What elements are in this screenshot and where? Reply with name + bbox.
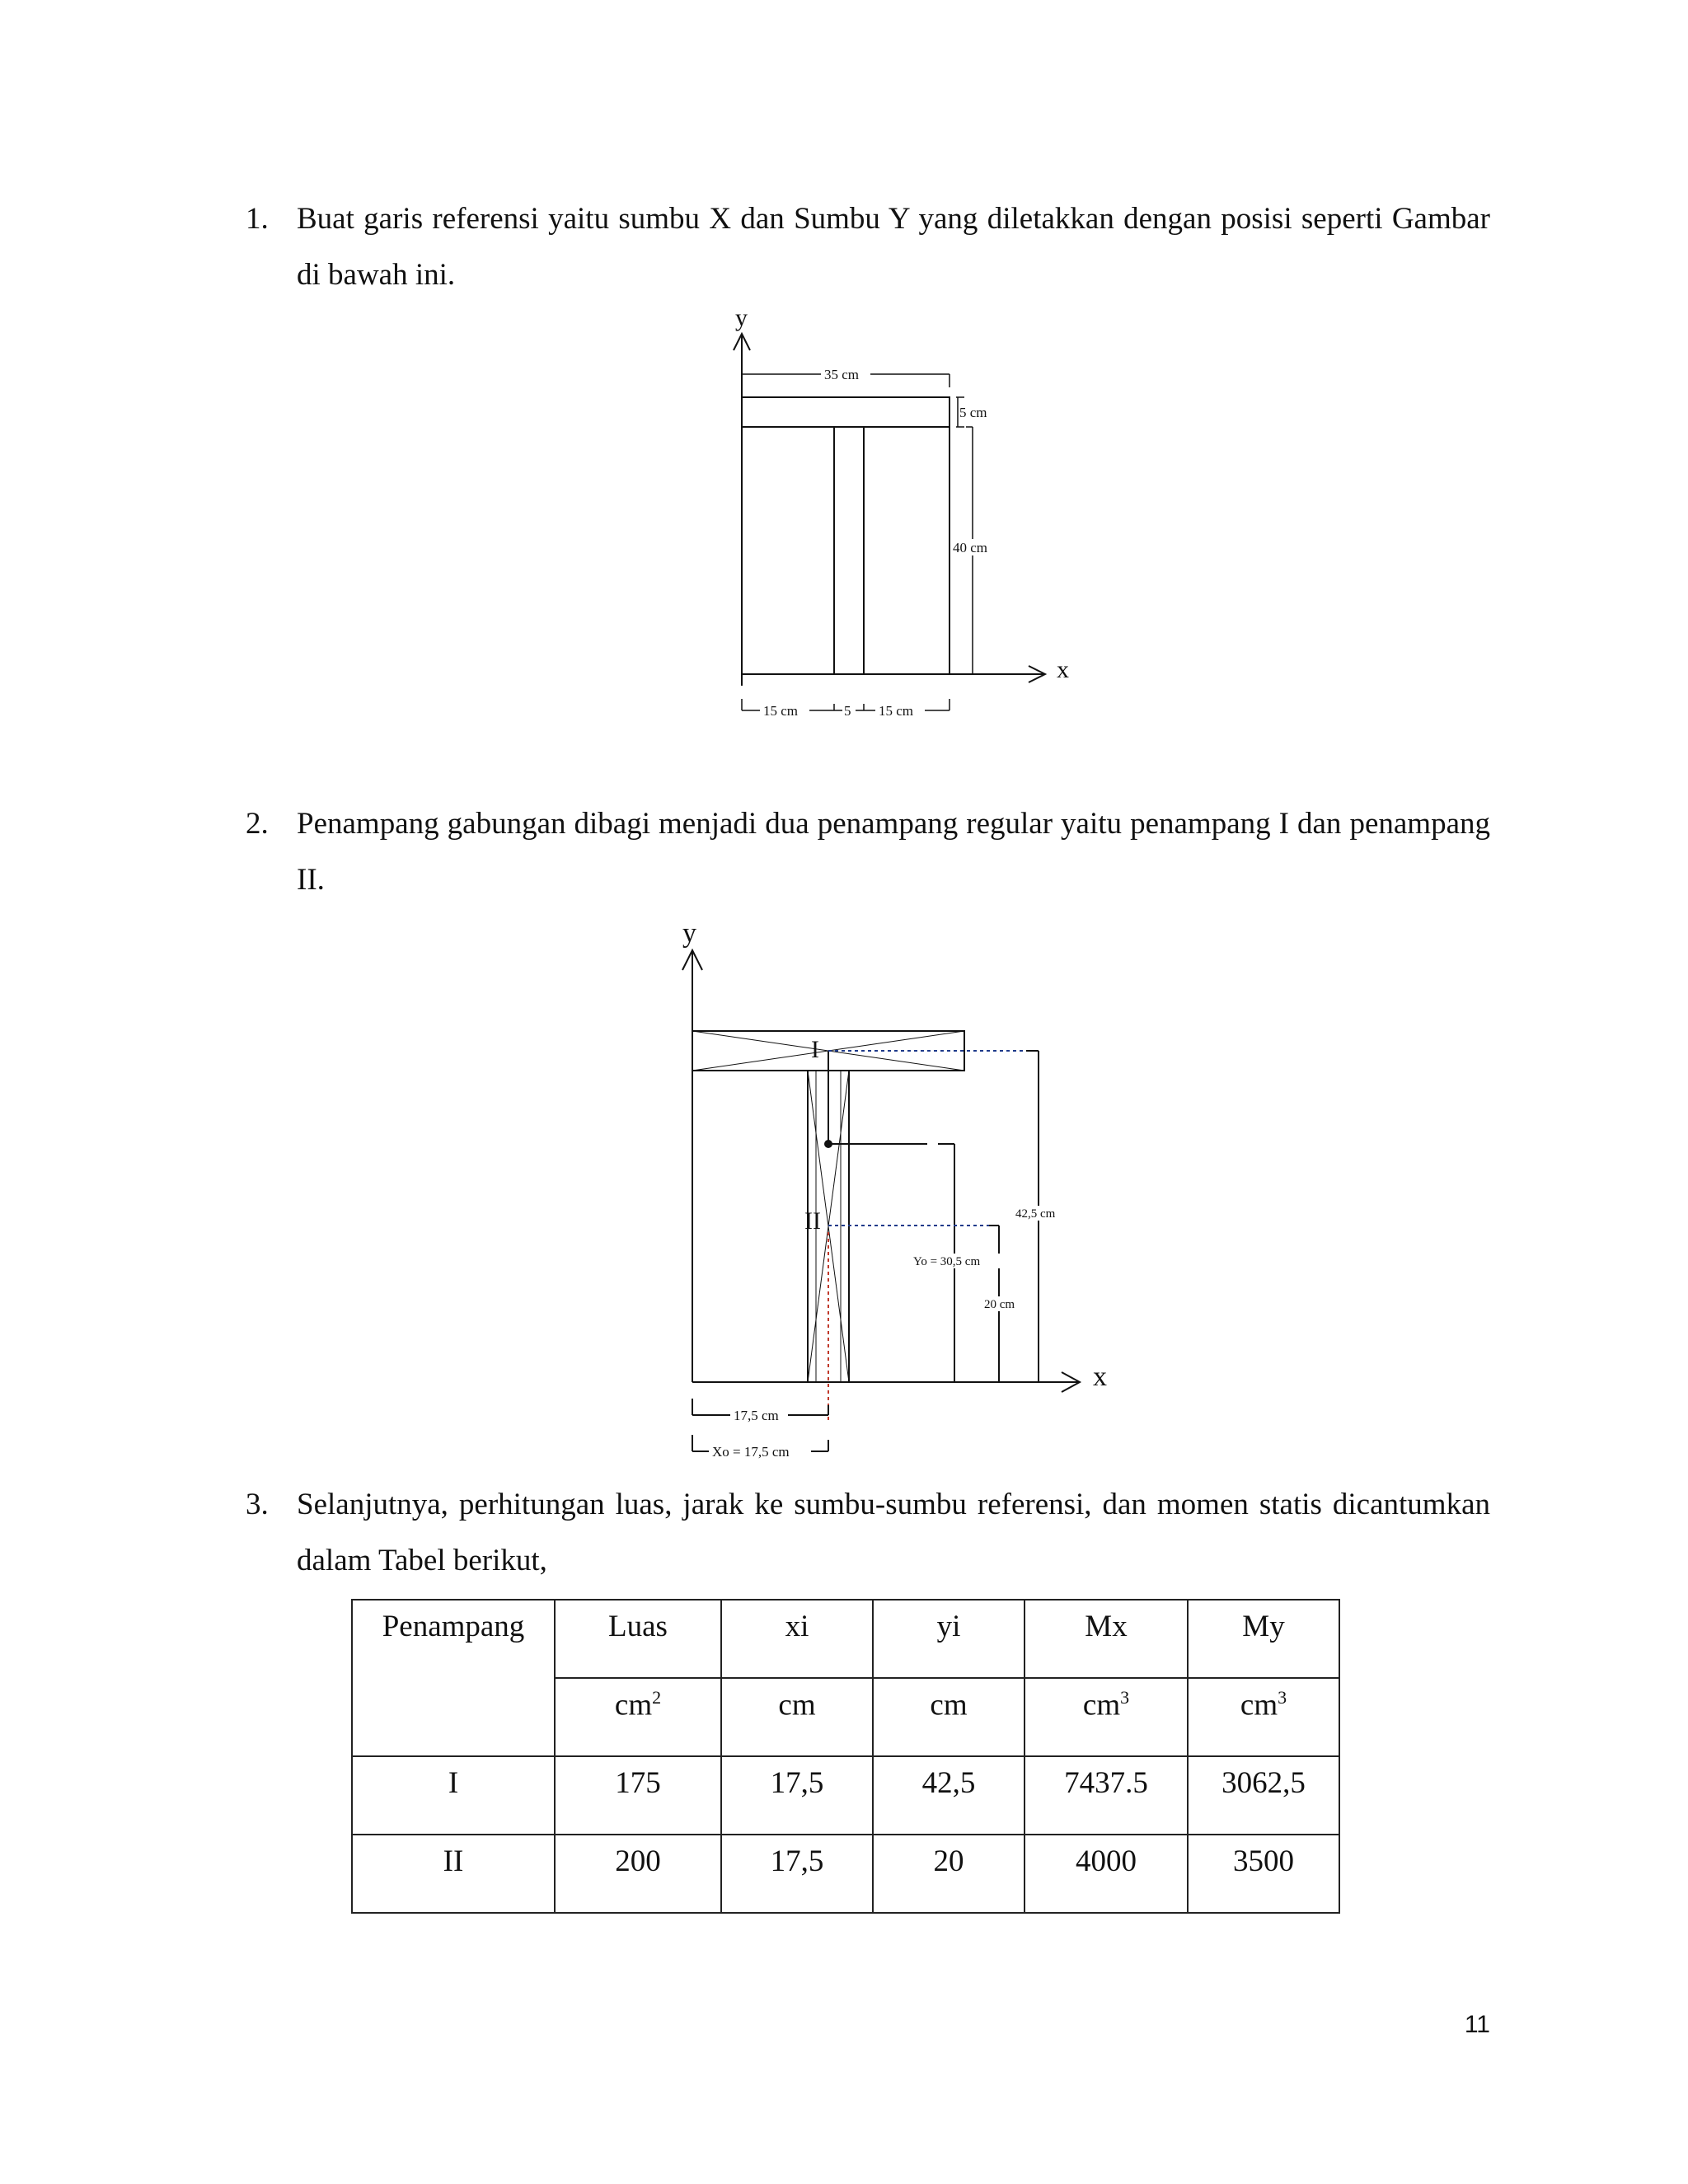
table-cell: 175 [555,1756,721,1835]
unit-cell: $cm^3$ [1188,1678,1339,1756]
y-axis-label: y [735,304,748,331]
dim-yo: Yo = 30,5 cm [913,1255,981,1268]
figure-1-t-section [709,297,1088,733]
section-II-label: II [804,1207,821,1235]
static-moment-table [351,1599,1340,1914]
unit-cell: cm [873,1678,1025,1756]
step-text: Selanjutnya, perhitungan luas, jarak ke sumbu-sumbu referensi, dan momen statis dicantumkan dalam Tabel berikut, [297,1488,1490,1577]
table-cell: 17,5 [721,1756,873,1835]
header-cell: xi [721,1600,873,1678]
table-header-row [352,1600,1339,1678]
table-cell: 3500 [1188,1835,1339,1913]
dim-15cm-left: 15 cm [763,703,799,719]
table-cell: 7437.5 [1025,1756,1188,1835]
flange [742,397,950,427]
table-cell: 42,5 [873,1756,1025,1835]
table-cell: 200 [555,1835,721,1913]
dim-17-5cm: 17,5 cm [734,1408,779,1423]
y-axis-label: y [682,918,696,949]
step-number: 2. [246,807,269,841]
table-cell: 4000 [1025,1835,1188,1913]
table-cell: II [352,1835,555,1913]
header-cell: My [1188,1600,1339,1678]
dim-20cm: 20 cm [984,1298,1015,1311]
table-row [352,1756,1339,1835]
dim-40cm: 40 cm [953,540,988,555]
step-3 [246,1477,1490,1589]
dim-42-5cm: 42,5 cm [1015,1207,1056,1221]
table-cell: 3062,5 [1188,1756,1339,1835]
dim-5-web: 5 [844,703,851,719]
step-number: 1. [246,202,269,236]
header-cell: yi [873,1600,1025,1678]
step-2 [246,796,1490,908]
unit-cell: $cm^3$ [1025,1678,1188,1756]
x-axis-label: x [1057,656,1069,683]
dim-5cm: 5 cm [959,405,987,420]
header-cell: Luas [555,1600,721,1678]
step-text: Penampang gabungan dibagi menjadi dua penampang regular yaitu penampang I dan penampang II. [297,807,1490,897]
dim-xo: Xo = 17,5 cm [712,1444,790,1460]
figure-2-sections [659,911,1121,1471]
unit-cell: cm [721,1678,873,1756]
step-text: Buat garis referensi yaitu sumbu X dan Sumbu Y yang diletakkan dengan posisi seperti Gambar di bawah ini. [297,202,1490,292]
table-cell: 20 [873,1835,1025,1913]
dim-35cm: 35 cm [824,367,860,382]
step-number: 3. [246,1488,269,1521]
x-axis-label: x [1093,1361,1107,1392]
table-cell: 17,5 [721,1835,873,1913]
step-1 [246,191,1490,303]
table-row [352,1835,1339,1913]
header-cell: Penampang [352,1600,555,1756]
dim-15cm-right: 15 cm [879,703,914,719]
table-cell: I [352,1756,555,1835]
section-I-label: I [811,1036,819,1063]
page-number: 11 [1464,2011,1490,2038]
unit-cell: $cm^2$ [555,1678,721,1756]
header-cell: Mx [1025,1600,1188,1678]
